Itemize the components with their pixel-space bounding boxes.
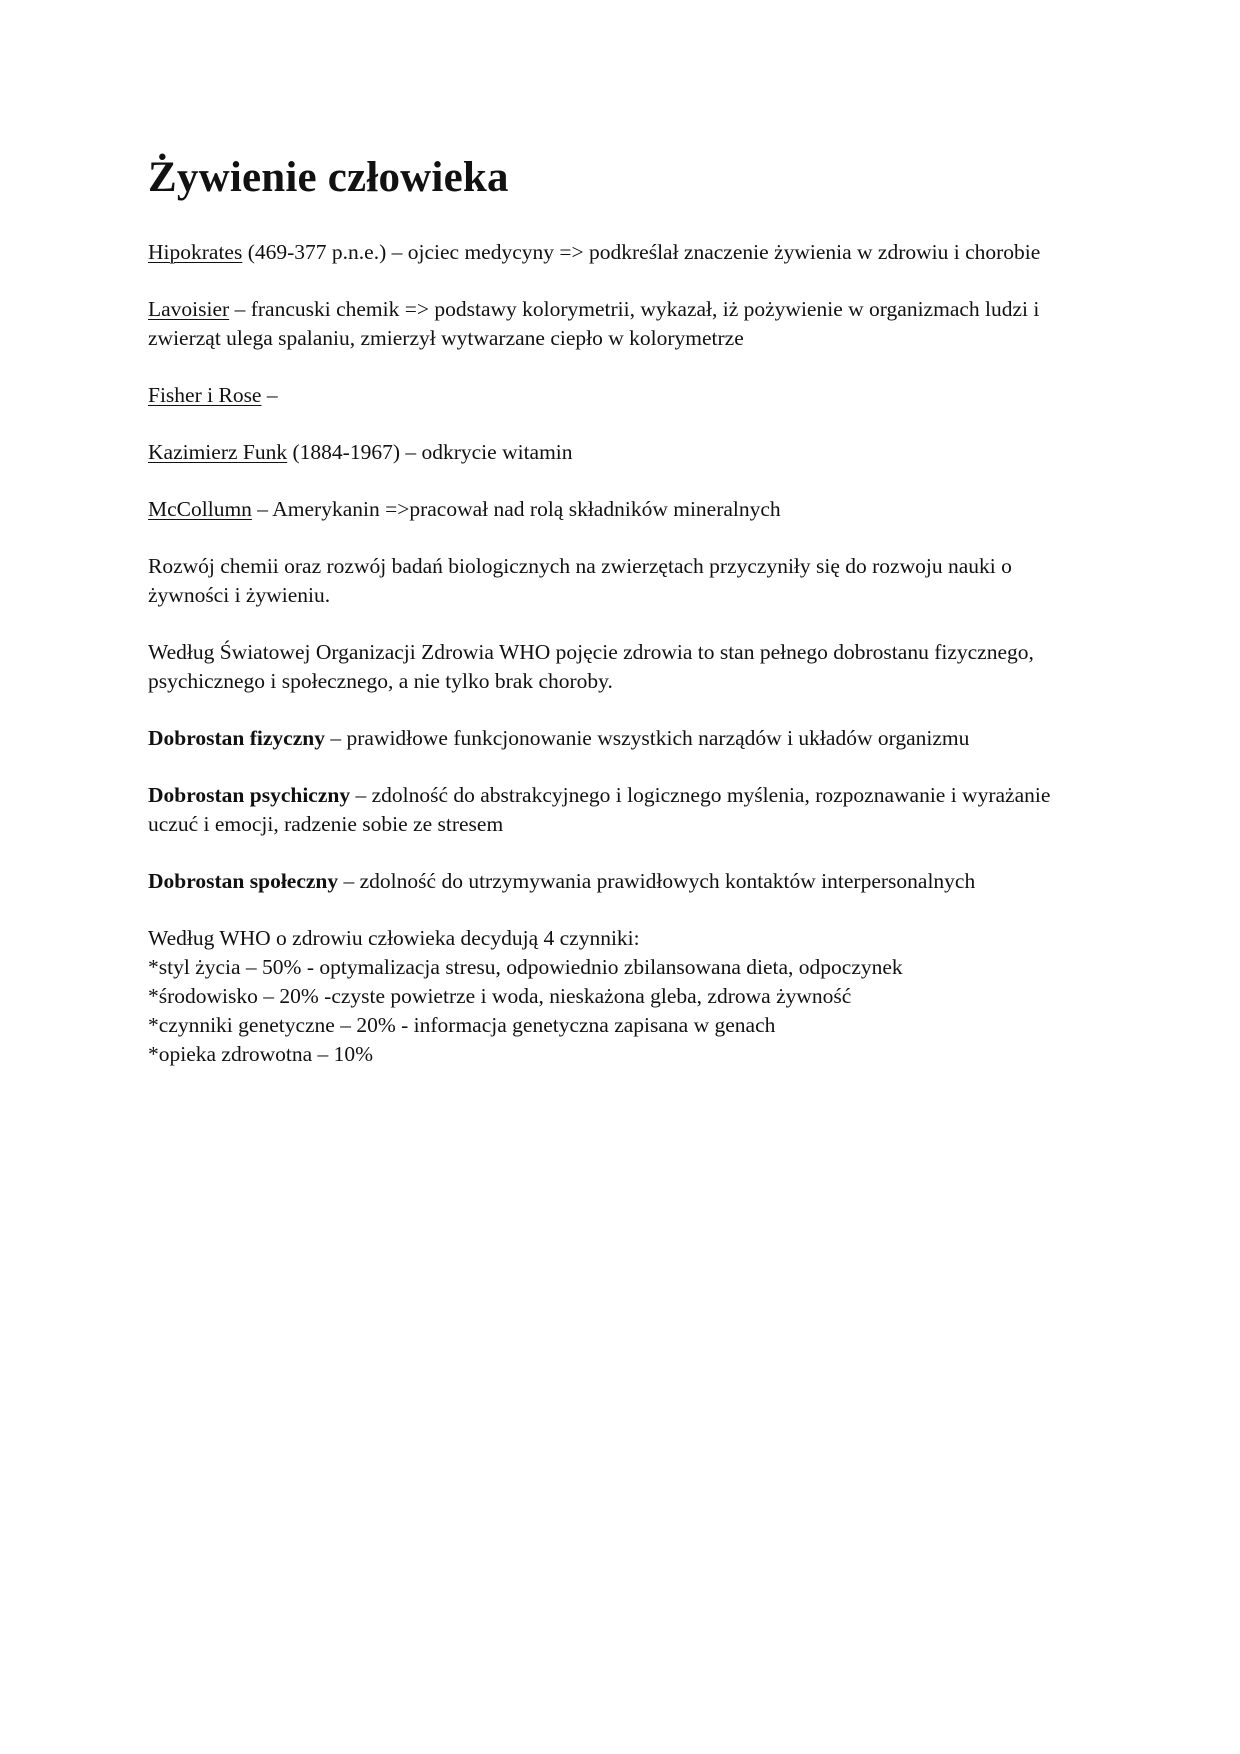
text-dobrostan-fizyczny: – prawidłowe funkcjonowanie wszystkich narządów i układów organizmu	[324, 726, 970, 750]
paragraph-who-definition: Według Światowej Organizacji Zdrowia WHO pojęcie zdrowia to stan pełnego dobrostanu fizycznego, psychicznego i społecznego, a nie tylko brak choroby.	[148, 640, 1034, 693]
term-funk: Kazimierz Funk	[148, 440, 288, 464]
paragraph-rozwoj: Rozwój chemii oraz rozwój badań biologicznych na zwierzętach przyczyniły się do rozwoju nauki o żywności i żywieniu.	[148, 554, 1012, 607]
text-lavoisier: – francuski chemik => podstawy kolorymetrii, wykazał, iż pożywienie w organizmach ludzi i zwierząt ulega spalaniu, zmierzył wytwarzane ciepło w kolorymetrze	[148, 297, 1040, 350]
term-dobrostan-fizyczny: Dobrostan fizyczny	[148, 726, 325, 750]
document-content	[148, 148, 1098, 1069]
term-hipokrates: Hipokrates	[148, 240, 243, 264]
list-item: *czynniki genetyczne – 20% - informacja genetyczna zapisana w genach	[148, 1013, 776, 1037]
paragraph-funk	[148, 438, 1098, 467]
text-dobrostan-spoleczny: – zdolność do utrzymywania prawidłowych kontaktów interpersonalnych	[338, 869, 976, 893]
list-item: *środowisko – 20% -czyste powietrze i woda, nieskażona gleba, zdrowa żywność	[148, 984, 852, 1008]
paragraph-mccollumn	[148, 495, 1098, 524]
paragraph-czynniki	[148, 924, 1098, 1069]
text-mccollumn: – Amerykanin =>pracował nad rolą składników mineralnych	[251, 497, 781, 521]
list-item: *opieka zdrowotna – 10%	[148, 1042, 374, 1066]
paragraph-dobrostan-spoleczny	[148, 867, 1098, 896]
page-title: Żywienie człowieka	[148, 154, 509, 201]
czynniki-intro: Według WHO o zdrowiu człowieka decydują 4 czynniki:	[148, 926, 640, 950]
term-mccollumn: McCollumn	[148, 497, 252, 521]
paragraph-lavoisier	[148, 295, 1098, 353]
paragraph-dobrostan-psychiczny	[148, 781, 1098, 839]
text-fisher: –	[261, 383, 278, 407]
text-funk: (1884-1967) – odkrycie witamin	[287, 440, 573, 464]
paragraph-hipokrates	[148, 238, 1098, 267]
list-item: *styl życia – 50% - optymalizacja stresu, odpowiednio zbilansowana dieta, odpoczynek	[148, 955, 903, 979]
term-dobrostan-psychiczny: Dobrostan psychiczny	[148, 783, 351, 807]
term-fisher: Fisher i Rose	[148, 383, 262, 407]
term-lavoisier: Lavoisier	[148, 297, 230, 321]
paragraph-dobrostan-fizyczny	[148, 724, 1098, 753]
paragraph-fisher	[148, 381, 1098, 410]
term-dobrostan-spoleczny: Dobrostan społeczny	[148, 869, 339, 893]
text-hipokrates: (469-377 p.n.e.) – ojciec medycyny => podkreślał znaczenie żywienia w zdrowiu i chorobie	[242, 240, 1041, 264]
text-dobrostan-psychiczny: – zdolność do abstrakcyjnego i logicznego myślenia, rozpoznawanie i wyrażanie uczuć i emocji, radzenie sobie ze stresem	[148, 783, 1051, 836]
